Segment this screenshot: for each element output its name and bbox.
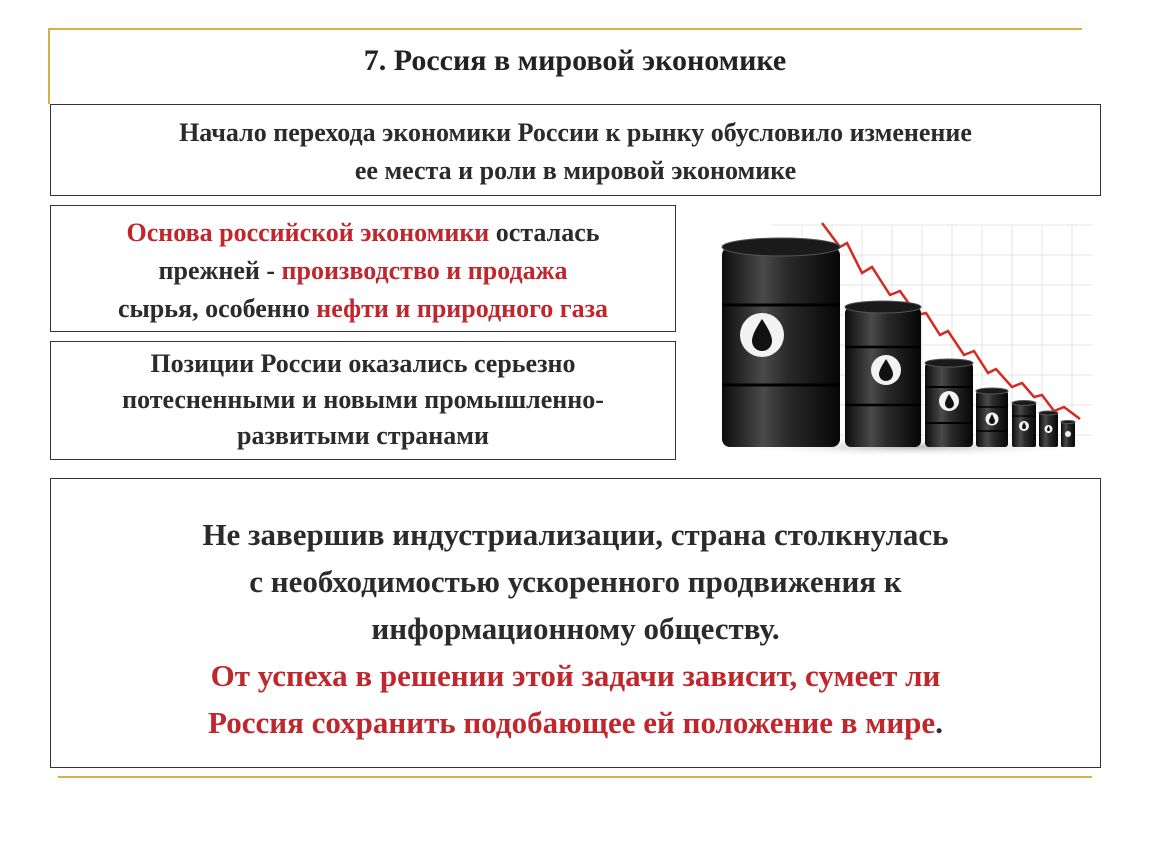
conclusion-box — [50, 478, 1101, 768]
barrel-2 — [845, 301, 921, 447]
conclusion-line-2: с необходимостью ускоренного продвижения к — [249, 564, 902, 599]
oil-barrels-declining-chart-icon — [712, 215, 1104, 460]
positions-box — [50, 341, 676, 460]
conclusion-line-3: информационному обществу. — [371, 611, 780, 646]
barrel-4 — [976, 388, 1008, 447]
barrel-6 — [1039, 411, 1058, 447]
barrel-7 — [1061, 421, 1075, 448]
barrel-1 — [722, 238, 840, 447]
positions-line-2: потесненными и новыми промышленно- — [122, 385, 604, 414]
top-gold-rule — [48, 28, 1082, 30]
intro-box — [50, 104, 1101, 196]
bottom-gold-rule — [58, 776, 1092, 778]
barrel-3 — [925, 359, 973, 447]
oil-barrels-illustration — [712, 215, 1104, 460]
basis-text-1: осталась — [489, 218, 600, 247]
basis-highlight-2: производство и продажа — [281, 256, 568, 285]
basis-line-1 — [51, 214, 675, 252]
intro-line-2: ее места и роли в мировой экономике — [354, 156, 797, 185]
conclusion-line-5 — [51, 699, 1100, 746]
positions-line-3: развитыми странами — [237, 421, 489, 450]
intro-line-1: Начало перехода экономики России к рынку обусловило изменение — [179, 118, 972, 147]
basis-text-2: прежней - — [158, 256, 282, 285]
basis-highlight-1: Основа российской экономики — [126, 218, 490, 247]
basis-text-3: сырья, особенно — [117, 294, 317, 323]
basis-line-2 — [51, 252, 675, 290]
slide-title: 7. Россия в мировой экономике — [363, 44, 787, 77]
positions-line-1: Позиции России оказались серьезно — [150, 349, 576, 378]
basis-line-3 — [51, 290, 675, 328]
barrel-5 — [1012, 401, 1036, 448]
conclusion-line-5-end: . — [935, 705, 943, 740]
conclusion-line-5-red: Россия сохранить подобающее ей положение в мире — [208, 705, 936, 740]
basis-box — [50, 205, 676, 332]
conclusion-line-1: Не завершив индустриализации, страна столкнулась — [202, 517, 949, 552]
basis-highlight-3: нефти и природного газа — [316, 294, 609, 323]
conclusion-line-4: От успеха в решении этой задачи зависит, сумеет ли — [210, 658, 941, 693]
